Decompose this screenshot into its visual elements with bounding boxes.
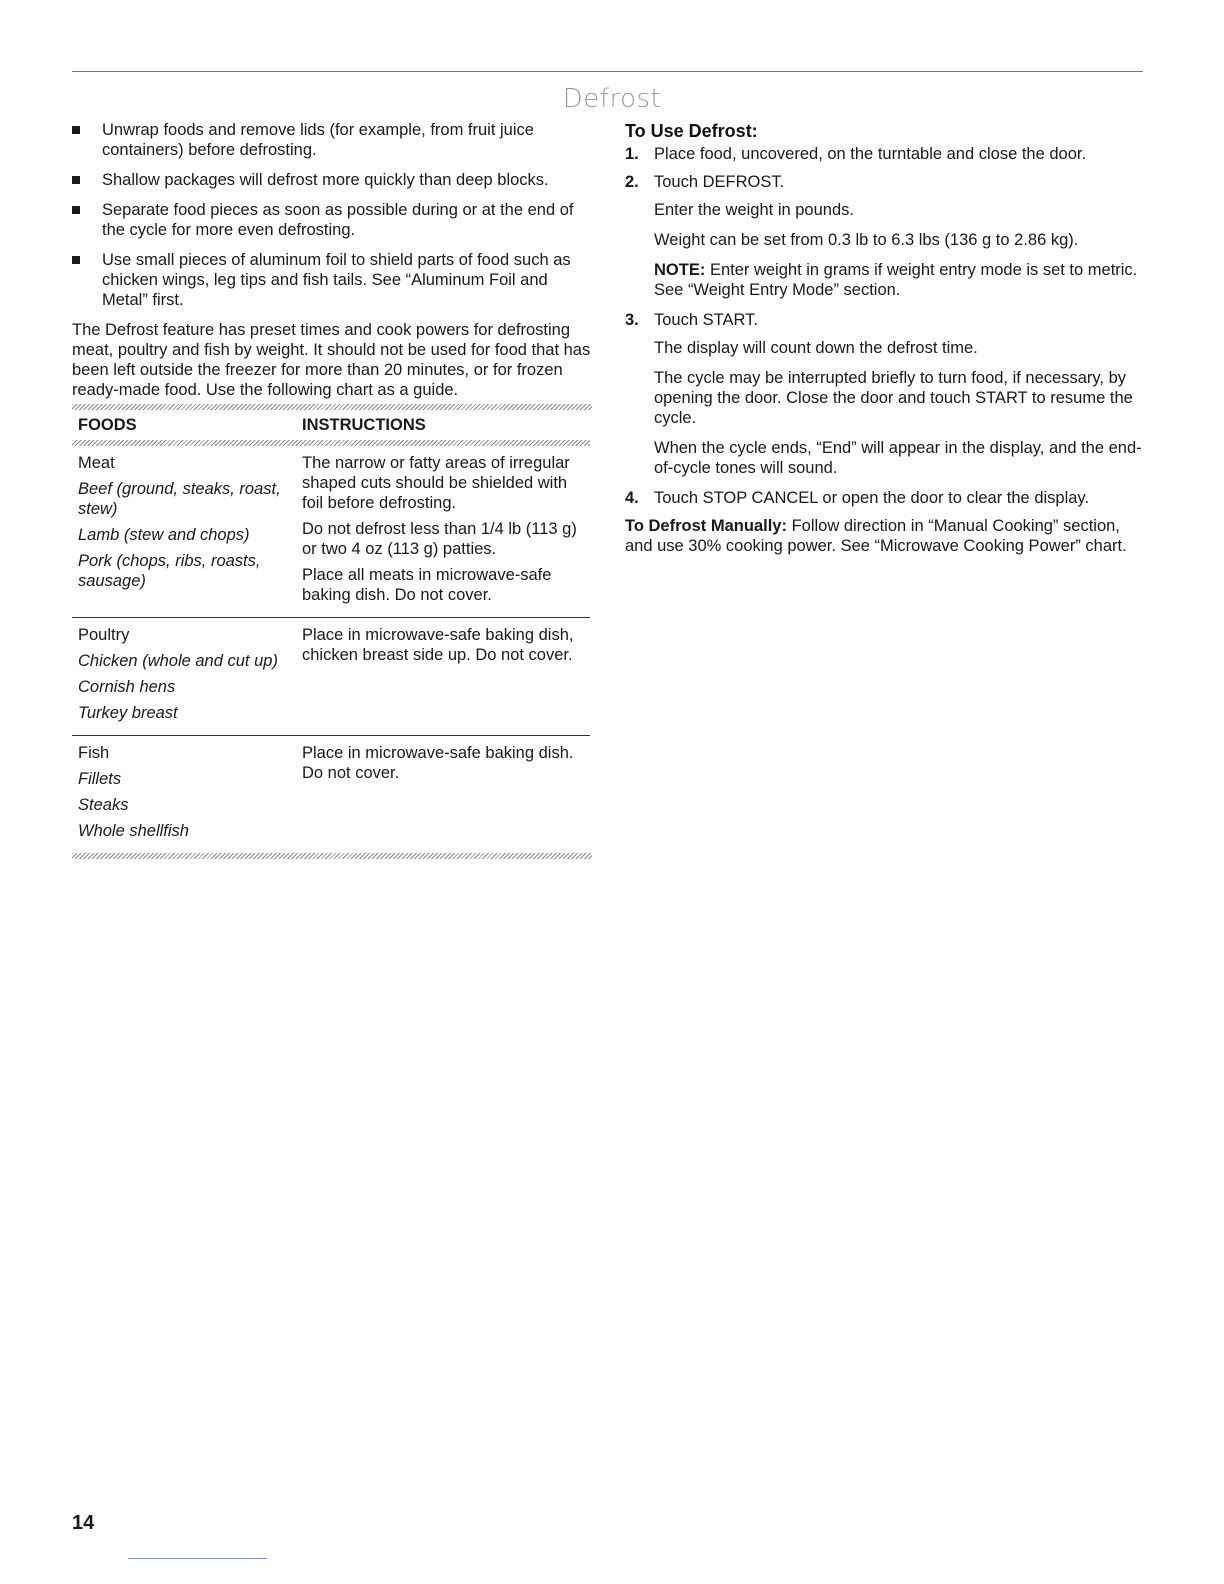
step-text: Touch STOP CANCEL or open the door to clear the display. xyxy=(654,489,1090,507)
list-item: Shallow packages will defrost more quickly than deep blocks. xyxy=(72,170,592,190)
foods-header: FOODS xyxy=(78,416,137,434)
table-header-row xyxy=(72,410,590,440)
tips-list xyxy=(72,120,592,310)
note-label: NOTE: xyxy=(654,261,706,279)
food-item: Fillets xyxy=(78,770,122,788)
bottom-link-line xyxy=(128,1558,267,1559)
instructions-header: INSTRUCTIONS xyxy=(302,416,426,434)
instructions-cell xyxy=(296,736,590,854)
manual-label: To Defrost Manually: xyxy=(625,517,787,535)
step-text: The cycle may be interrupted briefly to turn food, if necessary, by opening the door. Close the door and touch START to resume the cycle. xyxy=(654,369,1133,427)
table-row xyxy=(72,618,590,736)
left-column xyxy=(72,120,592,859)
instructions-cell xyxy=(296,618,590,736)
step-number: 3. xyxy=(625,311,639,329)
food-category: Poultry xyxy=(78,626,130,644)
foods-cell xyxy=(72,618,296,736)
square-bullet-icon xyxy=(72,206,80,214)
instruction-text: Place all meats in microwave-safe baking dish. Do not cover. xyxy=(302,566,552,604)
square-bullet-icon xyxy=(72,256,80,264)
list-item xyxy=(625,144,1145,164)
intro-paragraph: The Defrost feature has preset times and cook powers for defrosting meat, poultry and fish by weight. It should not be used for food that has been left outside the freezer for more than 20 minutes, or for frozen ready-made food. Use the following chart as a guide. xyxy=(72,321,591,399)
step-text: Enter the weight in pounds. xyxy=(654,201,854,219)
table-row xyxy=(72,446,590,618)
list-item: Unwrap foods and remove lids (for example, from fruit juice containers) before defrosting. xyxy=(72,120,592,160)
manual-defrost-paragraph: To Defrost Manually: Follow direction in “Manual Cooking” section, and use 30% cooking power. See “Microwave Cooking Power” chart. xyxy=(625,517,1127,555)
list-item: Separate food pieces as soon as possible during or at the end of the cycle for more even defrosting. xyxy=(72,200,592,240)
list-item: Use small pieces of aluminum foil to shield parts of food such as chicken wings, leg tips and fish tails. See “Aluminum Foil and Metal” first. xyxy=(72,250,592,310)
step-number: 2. xyxy=(625,173,639,191)
list-item xyxy=(625,488,1145,508)
instruction-text: Do not defrost less than 1/4 lb (113 g) or two 4 oz (113 g) patties. xyxy=(302,520,577,558)
step-text: The display will count down the defrost time. xyxy=(654,339,978,357)
section-heading: To Use Defrost: xyxy=(625,121,758,141)
step-note: NOTE: Enter weight in grams if weight entry mode is set to metric. See “Weight Entry Mode” section. xyxy=(654,261,1138,299)
table-row xyxy=(72,736,590,854)
list-item xyxy=(625,310,1145,478)
instructions-cell xyxy=(296,446,590,618)
table-bottom-border xyxy=(72,853,592,859)
step-text: Touch START. xyxy=(654,311,758,329)
food-category: Meat xyxy=(78,454,115,472)
right-column xyxy=(625,120,1145,556)
instruction-text: Place in microwave-safe baking dish, chicken breast side up. Do not cover. xyxy=(302,626,574,664)
steps-list xyxy=(625,144,1145,508)
foods-cell xyxy=(72,736,296,854)
step-text: When the cycle ends, “End” will appear in the display, and the end-of-cycle tones will sound. xyxy=(654,439,1142,477)
food-category: Fish xyxy=(78,744,110,762)
top-rule xyxy=(72,71,1143,72)
defrost-chart xyxy=(72,410,590,853)
food-item: Lamb (stew and chops) xyxy=(78,526,250,544)
instruction-text: The narrow or fatty areas of irregular shaped cuts should be shielded with foil before defrosting. xyxy=(302,454,570,512)
food-item: Beef (ground, steaks, roast, stew) xyxy=(78,480,281,518)
food-item: Turkey breast xyxy=(78,704,178,722)
list-item xyxy=(625,172,1145,300)
step-text: Place food, uncovered, on the turntable and close the door. xyxy=(654,145,1087,163)
food-item: Cornish hens xyxy=(78,678,176,696)
step-text: Weight can be set from 0.3 lb to 6.3 lbs (136 g to 2.86 kg). xyxy=(654,231,1079,249)
step-number: 1. xyxy=(625,145,639,163)
instruction-text: Place in microwave-safe baking dish. Do not cover. xyxy=(302,744,574,782)
food-item: Chicken (whole and cut up) xyxy=(78,652,278,670)
food-item: Steaks xyxy=(78,796,129,814)
page-number: 14 xyxy=(72,1512,95,1534)
food-item: Whole shellfish xyxy=(78,822,189,840)
foods-cell xyxy=(72,446,296,618)
page-title: Defrost xyxy=(562,84,662,114)
food-item: Pork (chops, ribs, roasts, sausage) xyxy=(78,552,261,590)
step-number: 4. xyxy=(625,489,639,507)
square-bullet-icon xyxy=(72,126,80,134)
square-bullet-icon xyxy=(72,176,80,184)
step-text: Touch DEFROST. xyxy=(654,173,785,191)
